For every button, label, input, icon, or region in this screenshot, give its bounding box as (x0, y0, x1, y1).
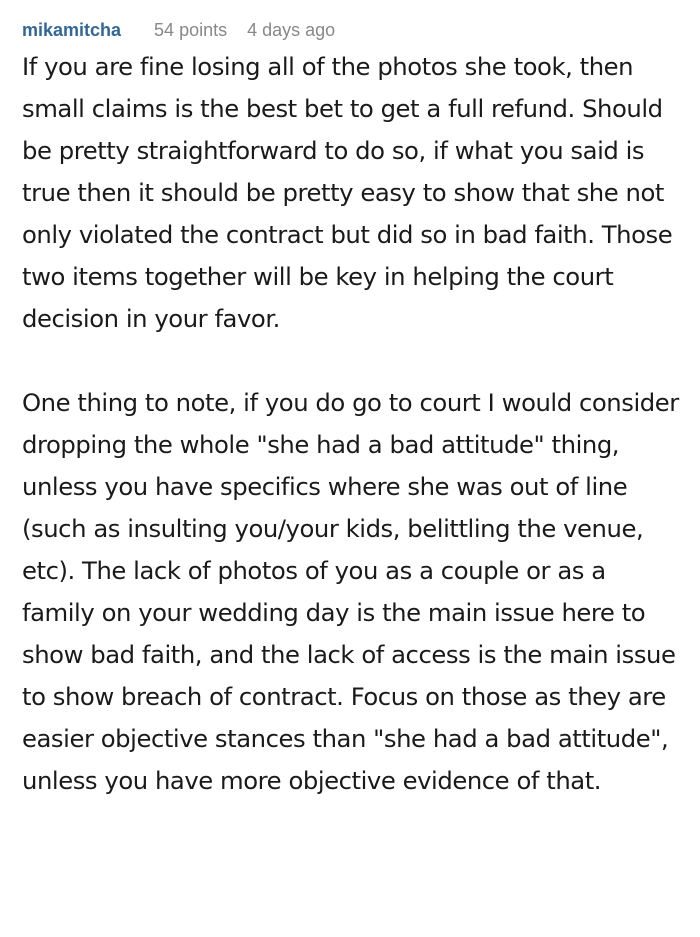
comment-meta (22, 14, 682, 46)
comment-author-link[interactable]: mikamitcha (22, 20, 122, 40)
comment-paragraph-2: One thing to note, if you do go to court I would consider dropping the whole "she had a bad attitude" thing, unless you have specifics where she was out of line (such as insulting you/your kids, belittling the venue, etc). The lack of photos of you as a couple or as a family on your wedding day is the main issue here to show bad faith, and the lack of access is the main issue to show breach of contract. Focus on those as they are easier objective stances than "she had a bad attitude", unless you have more objective evidence of that. (22, 388, 679, 795)
comment (22, 14, 682, 802)
comment-points: 54 points (154, 20, 228, 40)
comment-timestamp: 4 days ago (247, 20, 336, 40)
comment-paragraph-1: If you are fine losing all of the photos she took, then small claims is the best bet to get a full refund. Should be pretty straightforward to do so, if what you said is true then it should be pretty easy to show that she not only violated the contract but did so in bad faith. Those two items together will be key in helping the court decision in your favor. (22, 52, 673, 333)
comment-body (22, 46, 682, 802)
